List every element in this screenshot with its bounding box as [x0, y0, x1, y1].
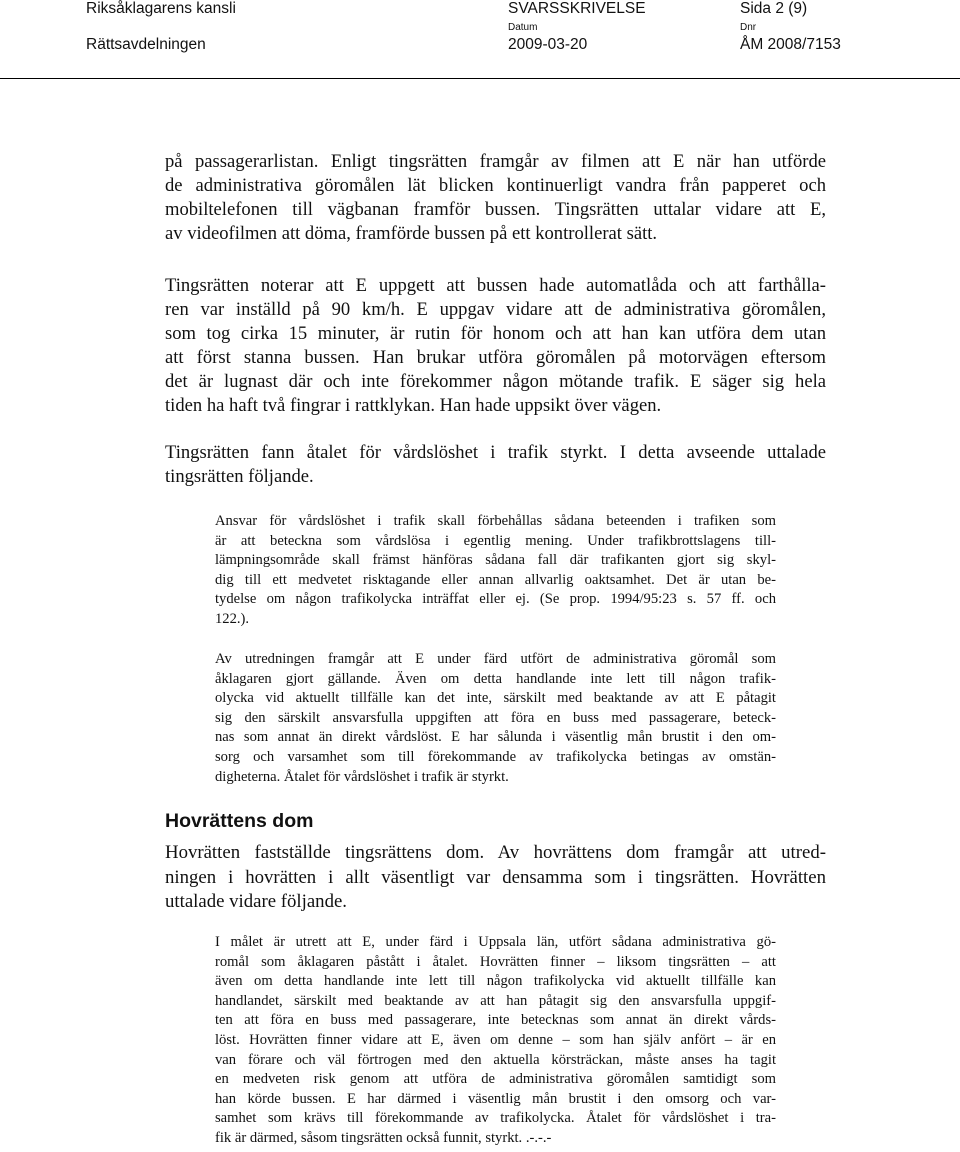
text-line: I målet är utrett att E, under färd i Uppsala län, utfört sådana administrativa gö- — [215, 934, 776, 950]
text-line: han körde bussen. E har därmed i väsentlig mån brustit i den omsorg och var- — [215, 1090, 776, 1107]
paragraph-district-court-notes — [165, 274, 826, 419]
text-line: Hovrätten fastställde tingsrättens dom. Av hovrättens dom framgår att utred- — [165, 842, 826, 863]
document-date: 2009-03-20 — [508, 36, 588, 53]
text-line: de administrativa göromålen lät blicken kontinuerligt vandra från papperet och — [165, 175, 826, 197]
section-heading: Hovrättens dom — [165, 810, 314, 832]
text-line: är att beteckna som vårdslösa i egentlig mening. Under trafikbrottslagens till- — [215, 532, 776, 549]
document-dnr: ÅM 2008/7153 — [740, 36, 841, 53]
paragraph-appeal-ruling — [165, 841, 826, 915]
text-line: av videofilmen att döma, framförde bussen på ett kontrollerat sätt. — [165, 223, 658, 245]
text-line: digheterna. Åtalet för vårdslöshet i trafik är styrkt. — [215, 768, 509, 785]
text-line: sorg och varsamhet som till förekommande av trafikolycka betingas av omstän- — [215, 748, 776, 765]
text-line: tiden ha haft två fingrar i rattklykan. Han hade uppsikt över vägen. — [165, 395, 662, 417]
text-line: tydelse om någon trafikolycka inträffat eller ej. (Se prop. 1994/95:23 s. 57 ff. och — [215, 591, 776, 608]
text-line: att först stanna bussen. Han brukar utföra göromålen på motorvägen eftersom — [165, 347, 826, 369]
text-line: det är lugnast där och inte förekommer någon mötande trafik. E säger sig hela — [165, 371, 826, 393]
page-number: Sida 2 (9) — [740, 0, 808, 17]
quote-appeal-court-finding — [215, 933, 776, 1149]
document-type: SVARSSKRIVELSE — [508, 0, 646, 17]
text-line: fik är därmed, såsom tingsrätten också funnit, styrkt. .-.-.- — [215, 1129, 552, 1146]
date-label: Datum — [508, 22, 538, 33]
org-name: Riksåklagarens kansli — [86, 0, 236, 17]
text-line: 122.). — [215, 610, 250, 627]
text-line: van förare och väl förtrogen med den aktuella körsträckan, måste anses ha tagit — [215, 1051, 776, 1068]
text-line: lämpningsområde skall främst hänföras sådana fall där trafikanten gjort sig skyl- — [215, 552, 776, 569]
text-line: ten att föra en buss med passagerare, inte betecknas som annat än direkt vårds- — [215, 1012, 776, 1029]
text-line: dig till ett medvetet risktagande eller annan allvarlig oaktsamhet. Det är utan be- — [215, 571, 776, 588]
text-line: samhet som krävs till förekommande av trafikolycka. Åtalet för vårdslöshet i tra- — [215, 1110, 776, 1127]
text-line: sig den särskilt ansvarsfulla uppgiften att föra en buss med passagerare, beteck- — [215, 709, 776, 726]
text-line: Ansvar för vårdslöshet i trafik skall förbehållas sådana beteenden i trafiken som — [215, 513, 776, 529]
text-line: ningen i hovrätten i allt väsentligt var densamma som i tingsrätten. Hovrätten — [165, 866, 826, 888]
paragraph-intro — [165, 150, 826, 246]
text-line: Av utredningen framgår att E under färd utfört de administrativa göromål som — [215, 651, 776, 667]
text-line: mobiltelefonen till vägbanan framför bussen. Tingsrätten uttalar vidare att E, — [165, 199, 826, 221]
text-line: handlandet, särskilt med beaktande av att han påtagit sig den ansvarsfulla uppgif- — [215, 992, 776, 1009]
text-line: löst. Hovrätten finner vidare att E, även om denne – som han själv anfört – är en — [215, 1031, 776, 1048]
text-line: även om detta handlande inte lett till någon trafikolycka vid aktuellt tillfälle kan — [215, 973, 776, 990]
text-line: tingsrätten följande. — [165, 466, 314, 488]
text-line: som tog cirka 15 minuter, är rutin för honom och att han kan utföra dem utan — [165, 323, 826, 345]
quote-legal-standard — [215, 512, 776, 630]
text-line: uttalade vidare följande. — [165, 891, 347, 913]
text-line: på passagerarlistan. Enligt tingsrätten framgår av filmen att E när han utförde — [165, 151, 826, 172]
paragraph-district-court-ruling — [165, 441, 826, 489]
text-line: ren var inställd på 90 km/h. E uppgav vidare att de administrativa göromålen, — [165, 299, 826, 321]
text-line: åklagaren gjort gällande. Även om detta handlande inte lett till någon trafik- — [215, 670, 776, 687]
text-line: Tingsrätten noterar att E uppgett att bussen hade automatlåda och att farthålla- — [165, 275, 826, 296]
text-line: Tingsrätten fann åtalet för vårdslöshet i trafik styrkt. I detta avseende uttalade — [165, 442, 826, 463]
header-divider — [0, 78, 960, 79]
quote-district-court-finding — [215, 650, 776, 787]
department-name: Rättsavdelningen — [86, 36, 206, 53]
text-line: romål som åklagaren påstått i åtalet. Hovrätten finner – liksom tingsrätten – att — [215, 953, 776, 970]
dnr-label: Dnr — [740, 22, 757, 33]
text-line: olycka vid aktuellt tillfälle kan det inte, särskilt med beaktande av att E påtagit — [215, 690, 776, 707]
text-line: en medveten risk genom att utföra de administrativa göromålen samtidigt som — [215, 1071, 776, 1088]
text-line: nas som annat än direkt vårdslöst. E har sålunda i väsentlig mån brustit i den om- — [215, 729, 776, 746]
